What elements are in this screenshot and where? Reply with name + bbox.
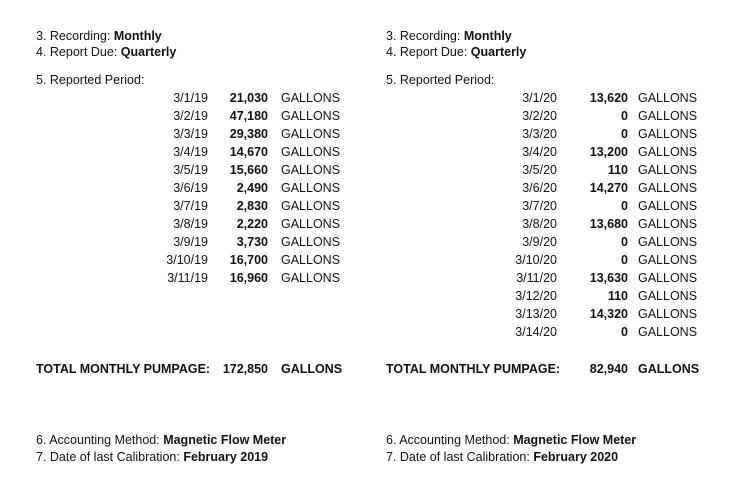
row-gallons-value: 14,270 (589, 181, 628, 195)
row-gallons-value: 0 (621, 199, 628, 213)
row-unit: GALLONS (638, 325, 698, 339)
row-unit: GALLONS (638, 181, 698, 195)
row-unit: GALLONS (281, 145, 341, 159)
calibration-date-line (36, 449, 268, 465)
row-gallons-value: 3,730 (236, 235, 268, 249)
row-gallons-value: 47,180 (229, 109, 268, 123)
accounting-method-label: 6. Accounting Method: (36, 433, 160, 447)
row-unit: GALLONS (281, 271, 341, 285)
row-date: 3/6/19 (173, 181, 208, 195)
row-gallons-value: 29,380 (229, 127, 268, 141)
row-unit: GALLONS (281, 217, 341, 231)
recording-value: Monthly (463, 29, 512, 43)
report-due-label: 4. Report Due: (36, 45, 118, 59)
accounting-method-label: 6. Accounting Method: (386, 433, 510, 447)
row-gallons-value: 13,680 (589, 217, 628, 231)
total-monthly-pumpage-label: TOTAL MONTHLY PUMPAGE: (36, 362, 211, 376)
row-gallons-value: 14,670 (229, 145, 268, 159)
total-monthly-pumpage-unit: GALLONS (281, 362, 343, 376)
row-unit: GALLONS (281, 199, 341, 213)
row-date: 3/14/20 (515, 325, 557, 339)
row-date: 3/1/20 (522, 91, 557, 105)
row-unit: GALLONS (281, 253, 341, 267)
row-unit: GALLONS (281, 91, 341, 105)
row-gallons-value: 2,830 (236, 199, 268, 213)
report-column-2020 (350, 0, 700, 493)
reported-period-label: 5. Reported Period: (386, 73, 495, 87)
calibration-date-value: February 2019 (183, 450, 269, 464)
row-unit: GALLONS (638, 199, 698, 213)
report-due-value: Quarterly (120, 45, 177, 59)
reported-period-label: 5. Reported Period: (36, 73, 145, 87)
row-date: 3/7/19 (173, 199, 208, 213)
recording-value: Monthly (113, 29, 162, 43)
recording-label: 3. Recording: (36, 29, 111, 43)
row-date: 3/8/20 (522, 217, 557, 231)
row-date: 3/3/19 (173, 127, 208, 141)
row-unit: GALLONS (638, 91, 698, 105)
row-date: 3/6/20 (522, 181, 557, 195)
accounting-method-line (386, 432, 636, 448)
row-unit: GALLONS (281, 127, 341, 141)
total-monthly-pumpage-unit: GALLONS (638, 362, 700, 376)
row-date: 3/1/19 (173, 91, 208, 105)
row-gallons-value: 13,200 (589, 145, 628, 159)
row-unit: GALLONS (638, 127, 698, 141)
calibration-date-value: February 2020 (533, 450, 619, 464)
row-unit: GALLONS (638, 145, 698, 159)
calibration-date-label: 7. Date of last Calibration: (386, 450, 530, 464)
row-gallons-value: 13,620 (589, 91, 628, 105)
row-date: 3/13/20 (515, 307, 557, 321)
row-gallons-value: 15,660 (229, 163, 268, 177)
calibration-date-line (386, 449, 618, 465)
row-date: 3/10/19 (166, 253, 208, 267)
row-unit: GALLONS (281, 109, 341, 123)
row-date: 3/9/20 (522, 235, 557, 249)
row-gallons-value: 16,960 (229, 271, 268, 285)
row-gallons-value: 13,630 (589, 271, 628, 285)
report-due-line (386, 44, 526, 60)
row-unit: GALLONS (638, 163, 698, 177)
row-unit: GALLONS (281, 163, 341, 177)
row-gallons-value: 0 (621, 109, 628, 123)
row-date: 3/11/19 (167, 271, 208, 285)
recording-label: 3. Recording: (386, 29, 461, 43)
total-monthly-pumpage-value: 172,850 (222, 362, 268, 376)
accounting-method-value: Magnetic Flow Meter (513, 433, 637, 447)
row-date: 3/11/20 (516, 271, 557, 285)
row-unit: GALLONS (638, 307, 698, 321)
row-gallons-value: 0 (621, 127, 628, 141)
calibration-date-label: 7. Date of last Calibration: (36, 450, 180, 464)
row-unit: GALLONS (638, 235, 698, 249)
report-column-2019 (0, 0, 345, 493)
total-monthly-pumpage-label: TOTAL MONTHLY PUMPAGE: (386, 362, 561, 376)
accounting-method-value: Magnetic Flow Meter (163, 433, 287, 447)
row-gallons-value: 0 (621, 253, 628, 267)
row-gallons-value: 110 (607, 163, 628, 177)
row-unit: GALLONS (638, 217, 698, 231)
report-due-label: 4. Report Due: (386, 45, 468, 59)
row-gallons-value: 0 (621, 235, 628, 249)
row-gallons-value: 16,700 (229, 253, 268, 267)
row-gallons-value: 14,320 (589, 307, 628, 321)
report-due-value: Quarterly (470, 45, 527, 59)
row-unit: GALLONS (638, 271, 698, 285)
row-date: 3/2/20 (522, 109, 557, 123)
row-date: 3/2/19 (173, 109, 208, 123)
row-date: 3/9/19 (173, 235, 208, 249)
row-gallons-value: 21,030 (229, 91, 268, 105)
row-date: 3/4/20 (522, 145, 557, 159)
row-gallons-value: 2,220 (236, 217, 268, 231)
row-date: 3/12/20 (515, 289, 557, 303)
row-unit: GALLONS (638, 289, 698, 303)
row-date: 3/8/19 (173, 217, 208, 231)
accounting-method-line (36, 432, 286, 448)
row-date: 3/4/19 (173, 145, 208, 159)
row-gallons-value: 2,490 (236, 181, 268, 195)
row-date: 3/7/20 (522, 199, 557, 213)
total-monthly-pumpage-value: 82,940 (589, 362, 628, 376)
report-due-line (36, 44, 176, 60)
row-unit: GALLONS (281, 181, 341, 195)
row-date: 3/3/20 (522, 127, 557, 141)
row-gallons-value: 110 (607, 289, 628, 303)
recording-line (36, 28, 162, 44)
row-date: 3/5/19 (173, 163, 208, 177)
row-unit: GALLONS (638, 253, 698, 267)
row-date: 3/10/20 (515, 253, 557, 267)
row-unit: GALLONS (638, 109, 698, 123)
recording-line (386, 28, 512, 44)
row-unit: GALLONS (281, 235, 341, 249)
row-date: 3/5/20 (522, 163, 557, 177)
row-gallons-value: 0 (621, 325, 628, 339)
